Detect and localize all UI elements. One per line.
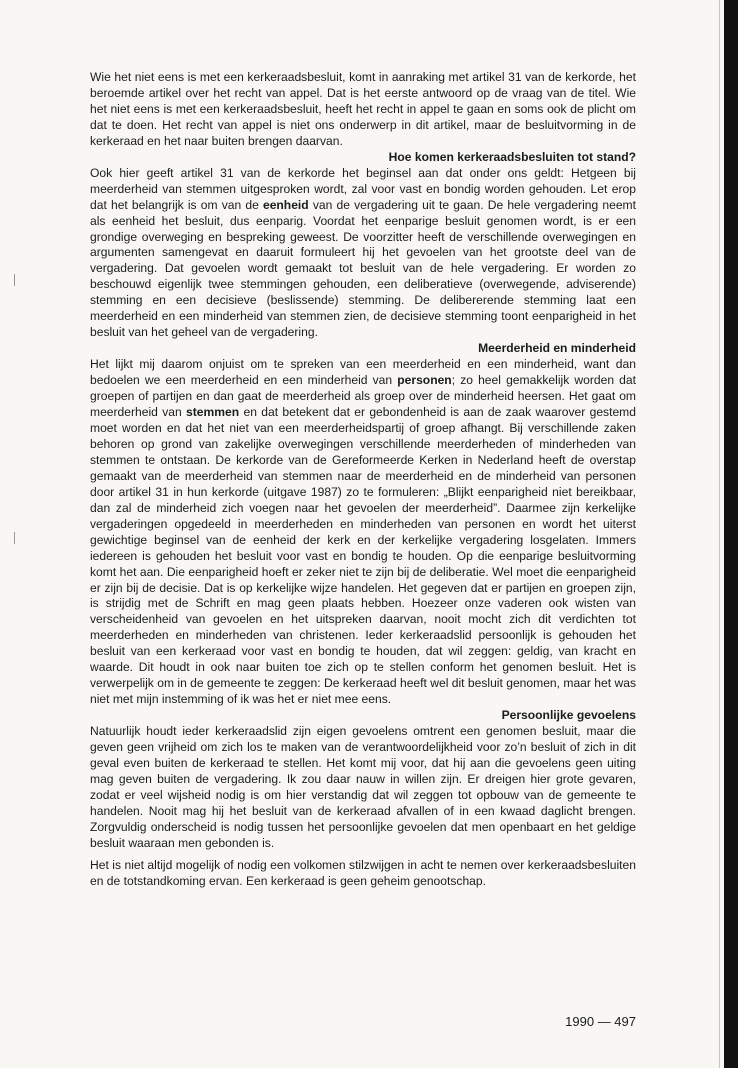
margin-mark xyxy=(14,532,15,544)
page-edge-line xyxy=(719,0,720,1068)
paragraph-meerderheid xyxy=(90,357,636,708)
margin-mark xyxy=(14,274,15,286)
text-run: Ook hier geeft artikel 31 van de kerkorde het beginsel aan dat onder ons geldt: Hetgeen bij meerderheid van stemmen uitgesproken wordt, zal voor vast en bondig worden gehouden. Let erop dat het belangrijk is om van de xyxy=(90,165,636,212)
intro-paragraph: Wie het niet eens is met een kerkeraadsbesluit, komt in aanraking met artikel 31 van de kerkorde, het beroemde artikel over het recht van appel. Dat is het eerste antwoord op de vraag van de titel. Wie het niet eens is met een kerkeraadsbesluit, heeft het recht in appel te gaan en soms ook de plicht om dat te doen. Het recht van appel is niet ons onderwerp in dit artikel, maar de besluitvorming in de kerkeraad en het naar buiten brengen daarvan. xyxy=(90,70,636,148)
section-heading-meerderheid: Meerderheid en minderheid xyxy=(478,341,636,356)
text-run: ; zo heel gemakkelijk worden dat groepen of partijen en dan gaat de meerderheid als groep over de minderheid heersen. Het gaat om meerderheid van xyxy=(90,373,636,420)
emphasis-personen: personen xyxy=(397,373,452,388)
paragraph-artikel31 xyxy=(90,166,636,341)
section-heading-gevoelens: Persoonlijke gevoelens xyxy=(501,708,636,723)
text-run: en dat betekent dat er gebondenheid is aan de zaak waarover gestemd moet worden en dat het niet van een meerderheidspartij of groep afhangt. Bij verschillende zaken behoren op grond van zakelijke overwegingen verschillende meerderheden of minderheden van stemmen te ontstaan. De kerkorde van de Gereformeerde Kerken in Nederland heeft de overstap gemaakt van de meerderheid van stemmen naar de meerderheid en de minderheid van personen door artikel 31 in hun kerkorde (uitgave 1987) zo te formuleren: „Blijkt eenparigheid niet bereikbaar, dan zal de minderheid zich voegen naar het gevoelen der meerderheid”. Daarmee zijn kerkelijke vergaderingen opgedeeld in meerderheden en minderheden van personen en wordt het uiterst gewichtige beginsel van de eenheid der kerk en der kerkelijke vergadering losgelaten. Immers iedereen is gehouden het besluit voor vast en bondig te houden. Op die eenparige besluitvorming komt het aan. Die eenparigheid hoeft er zeker niet te zijn bij de deliberatie. Wel moet die eenparigheid er zijn bij de decisie. Dat is op kerkelijke wijze handelen. Het gegeven dat er partijen en groepen zijn, is strijdig met de Schrift en mag geen plaats hebben. Hoezeer onze vaderen ook wisten van verscheidenheid van gevoelen en het uitspreken daarvan, nooit mocht zich dit verdichten tot meerderheden en minderheden van christenen. Ieder kerkeraadslid persoonlijk is gehouden het besluit van een kerkeraad voor vast en bondig te houden, dat wil zeggen: geldig, van kracht en waarde. Dit houdt in ook naar buiten toe zich op te stellen conform het genomen besluit. Het is verwerpelijk om in de gemeente te zeggen: De kerkeraad heeft wel dit besluit genomen, maar het was niet met mijn instemming of ik was het er niet mee eens. xyxy=(90,405,636,707)
page-number: 1990 — 497 xyxy=(565,1014,636,1029)
article-text xyxy=(90,70,636,890)
emphasis-stemmen: stemmen xyxy=(186,405,240,420)
emphasis-eenheid: eenheid xyxy=(262,197,309,212)
section-heading-totstand: Hoe komen kerkeraadsbesluiten tot stand? xyxy=(388,149,636,164)
paragraph-gevoelens: Natuurlijk houdt ieder kerkeraadslid zijn eigen gevoelens omtrent een genomen besluit, maar die geven geen vrijheid om zich los te maken van de verantwoordelijkheid voor zo’n besluit of zich in dit geval even buiten de kerkeraad te stellen. Het komt mij voor, dat hij aan die gevoelens geen uiting mag geven buiten de vergadering. Ik zou daar nauw in willen zijn. Er dreigen hier grote gevaren, zodat er veel wijsheid nodig is om hier verstandig dat wil zeggen tot opbouw van de gemeente te handelen. Nooit mag hij het besluit van de kerkeraad afvallen of in een kwaad daglicht brengen. Zorgvuldig onderscheid is nodig tussen het persoonlijke gevoelen dat men openbaart en het geldige besluit waaraan men gebonden is. xyxy=(90,724,636,850)
paragraph-stilzwijgen: Het is niet altijd mogelijk of nodig een volkomen stilzwijgen in acht te nemen over kerkeraadsbesluiten en de totstandkoming ervan. Een kerkeraad is geen geheim genootschap. xyxy=(90,857,636,888)
text-run: Het lijkt mij daarom onjuist om te spreken van een meerderheid en een minderheid, want dan bedoelen we een meerderheid en een minderheid van xyxy=(90,357,636,388)
scan-edge-border xyxy=(724,0,738,1068)
text-run: van de vergadering uit te gaan. De hele vergadering neemt als eenheid het besluit, dus eenparig. Voordat het eenparige besluit genomen wordt, is er een grondige overweging en bespreking geweest. De voorzitter heeft de verschillende overwegingen en argumenten samengevat en daaruit formuleert hij het gevoelen van het grootste deel van de vergadering. Dat gevoelen wordt gemaakt tot besluit van de hele vergadering. Er worden zo beschouwd eigenlijk twee stemmingen gehouden, een deliberatieve (overwegende, adviserende) stemming en een decisieve (beslissende) stemming. De delibererende stemming laat een meerderheid en een minderheid van stemmen zien, de decisieve stemming toont eenparigheid in het besluit van het geheel van de vergadering. xyxy=(90,197,636,340)
